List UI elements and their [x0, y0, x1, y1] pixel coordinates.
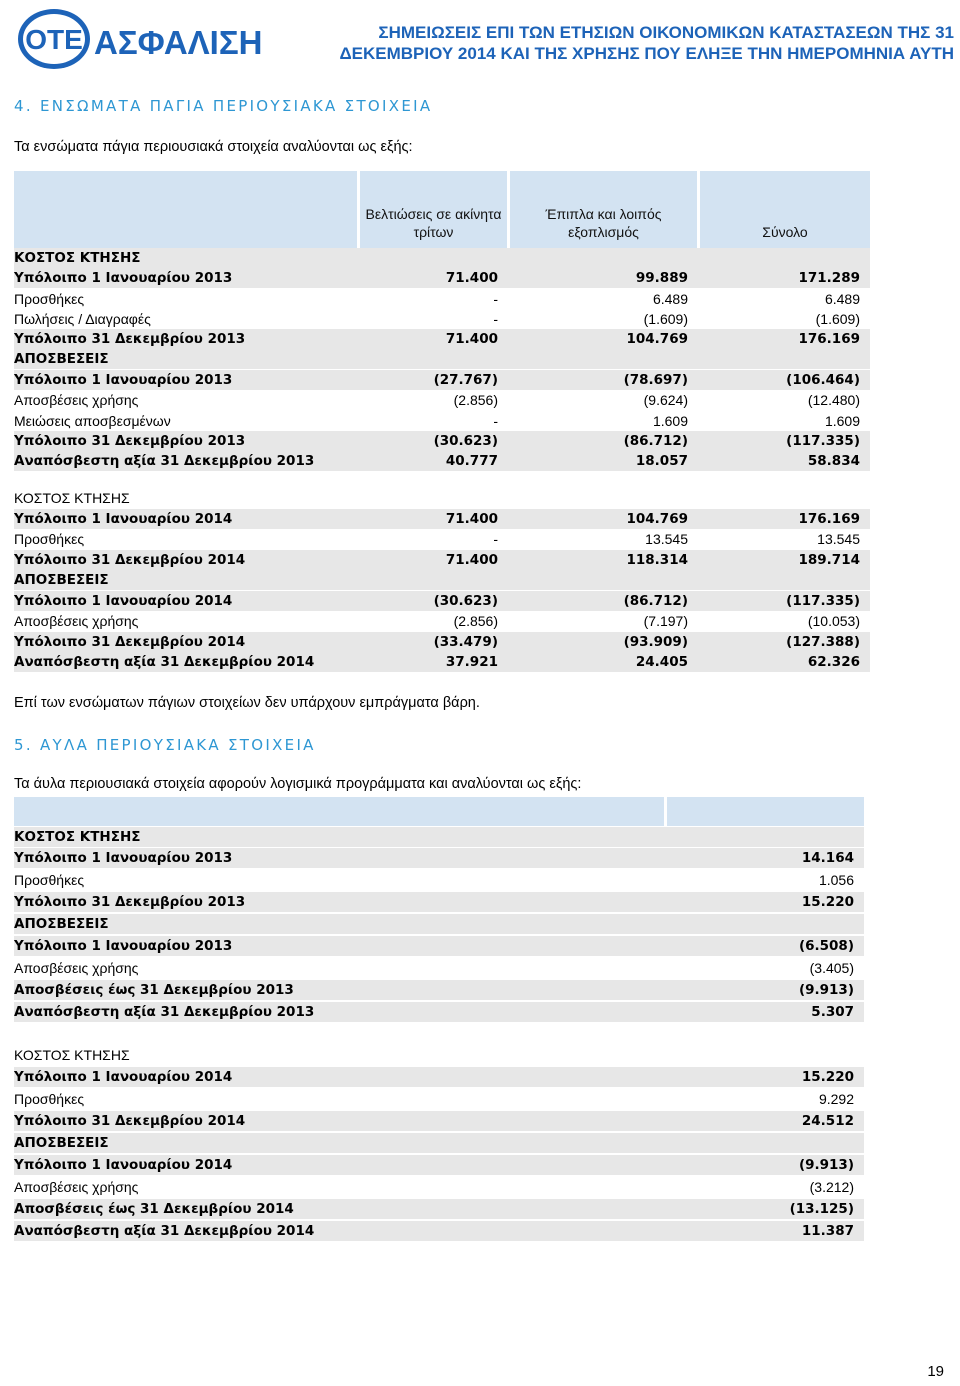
row-label: Προσθήκες	[14, 1091, 85, 1107]
table-row	[14, 1111, 864, 1131]
table-row	[14, 268, 870, 288]
row-label: Προσθήκες	[14, 291, 85, 307]
row-value: 37.921	[445, 654, 498, 670]
table-row	[14, 411, 870, 431]
row-label: Μειώσεις αποσβεσμένων	[14, 413, 171, 429]
row-label: Υπόλοιπο 31 Δεκεμβρίου 2013	[14, 331, 246, 347]
column-header-total: Σύνολο	[762, 224, 808, 240]
intangible-assets-table	[14, 797, 866, 1247]
row-label: Αναπόσβεστη αξία 31 Δεκεμβρίου 2014	[14, 654, 315, 670]
table-row	[14, 1045, 864, 1065]
section-4-note: Επί των ενσώματων πάγιων στοιχείων δεν υπάρχουν εμπράγματα βάρη.	[14, 695, 480, 711]
row-value: 14.164	[801, 850, 854, 866]
row-label: Υπόλοιπο 1 Ιανουαρίου 2013	[14, 938, 233, 954]
row-value: (9.913)	[798, 982, 854, 998]
company-logo	[14, 5, 263, 71]
row-value: (93.909)	[623, 634, 688, 650]
row-value: 13.545	[645, 531, 688, 547]
row-value: 189.714	[798, 552, 860, 568]
row-value: 99.889	[635, 270, 688, 286]
row-value: (7.197)	[643, 613, 688, 629]
row-value: (1.609)	[815, 311, 860, 327]
table-row	[14, 309, 870, 329]
row-value: 104.769	[626, 511, 688, 527]
row-label: Υπόλοιπο 1 Ιανουαρίου 2014	[14, 1157, 233, 1173]
table-row	[14, 892, 864, 912]
table-row	[14, 1067, 864, 1087]
table-row	[14, 488, 870, 508]
row-value: 9.292	[818, 1091, 854, 1107]
row-value: (9.913)	[798, 1157, 854, 1173]
row-label: Αναπόσβεστη αξία 31 Δεκεμβρίου 2014	[14, 1223, 315, 1239]
section-4-title: 4. ΕΝΣΩΜΑΤΑ ΠΑΓΙΑ ΠΕΡΙΟΥΣΙΑΚΑ ΣΤΟΙΧΕΙΑ	[14, 97, 433, 115]
logo-asfalisi-text: ΑΣΦΑΛΙΣΗ	[94, 24, 263, 61]
table-row	[14, 591, 870, 611]
row-value: 104.769	[626, 331, 688, 347]
row-label: Υπόλοιπο 31 Δεκεμβρίου 2014	[14, 634, 246, 650]
row-value: (117.335)	[786, 433, 860, 449]
row-label: Υπόλοιπο 1 Ιανουαρίου 2014	[14, 511, 233, 527]
table-row	[14, 329, 870, 349]
row-label: Πωλήσεις / Διαγραφές	[14, 311, 151, 327]
row-value: (3.212)	[809, 1179, 854, 1195]
row-label: Υπόλοιπο 1 Ιανουαρίου 2013	[14, 372, 233, 388]
table-row	[14, 550, 870, 570]
table-row	[14, 1133, 864, 1153]
row-label: Προσθήκες	[14, 872, 85, 888]
row-label: Αναπόσβεστη αξία 31 Δεκεμβρίου 2013	[14, 453, 315, 469]
row-value: (2.856)	[453, 613, 498, 629]
row-value: (78.697)	[623, 372, 688, 388]
table-row	[14, 1002, 864, 1022]
table-row	[14, 848, 864, 868]
row-value: -	[493, 311, 498, 327]
row-value: 24.405	[635, 654, 688, 670]
row-value: (1.609)	[643, 311, 688, 327]
table-row	[14, 451, 870, 471]
row-label: Υπόλοιπο 1 Ιανουαρίου 2013	[14, 270, 233, 286]
row-value: 58.834	[807, 453, 860, 469]
row-label: Υπόλοιπο 31 Δεκεμβρίου 2013	[14, 894, 246, 910]
row-value: 11.387	[801, 1223, 854, 1239]
row-value: 71.400	[445, 270, 498, 286]
row-value: -	[493, 413, 498, 429]
row-value: 118.314	[626, 552, 688, 568]
column-header-furniture: Έπιπλα και λοιπός εξοπλισμός	[545, 206, 662, 240]
table-row	[14, 611, 870, 631]
ote-logo-graphic	[14, 5, 263, 71]
row-label: ΑΠΟΣΒΕΣΕΙΣ	[14, 351, 109, 367]
row-label: ΚΟΣΤΟΣ ΚΤΗΣΗΣ	[14, 829, 141, 845]
row-label: ΚΟΣΤΟΣ ΚΤΗΣΗΣ	[14, 250, 141, 266]
table-row	[14, 632, 870, 652]
row-value: (12.480)	[807, 392, 860, 408]
row-label: Αποσβέσεις χρήσης	[14, 960, 139, 976]
row-value: (127.388)	[786, 634, 860, 650]
table-row	[14, 827, 864, 847]
row-label: Αποσβέσεις χρήσης	[14, 392, 139, 408]
row-value: 5.307	[811, 1004, 854, 1020]
row-value: (3.405)	[809, 960, 854, 976]
row-label: Αποσβέσεις έως 31 Δεκεμβρίου 2014	[14, 1201, 294, 1217]
row-value: 171.289	[798, 270, 860, 286]
table-row	[14, 1177, 864, 1197]
section-5-title: 5. ΑΥΛΑ ΠΕΡΙΟΥΣΙΑΚΑ ΣΤΟΙΧΕΙΑ	[14, 736, 316, 754]
row-label: Υπόλοιπο 1 Ιανουαρίου 2014	[14, 593, 233, 609]
table-row	[14, 248, 870, 268]
row-value: 71.400	[445, 511, 498, 527]
row-value: 62.326	[807, 654, 860, 670]
row-value: (30.623)	[433, 593, 498, 609]
row-value: (27.767)	[433, 372, 498, 388]
row-value: (9.624)	[643, 392, 688, 408]
header-separator	[664, 797, 667, 826]
row-value: 15.220	[801, 1069, 854, 1085]
row-value: 1.609	[652, 413, 688, 429]
table-row	[14, 370, 870, 390]
table-row	[14, 289, 870, 309]
row-value: 1.056	[818, 872, 854, 888]
table-row	[14, 1155, 864, 1175]
row-label: Προσθήκες	[14, 531, 85, 547]
row-value: 24.512	[801, 1113, 854, 1129]
table-row	[14, 980, 864, 1000]
column-header-improvements: Βελτιώσεις σε ακίνητα τρίτων	[365, 206, 502, 240]
table-row	[14, 936, 864, 956]
row-value: 13.545	[817, 531, 860, 547]
row-label: Αναπόσβεστη αξία 31 Δεκεμβρίου 2013	[14, 1004, 315, 1020]
row-value: 176.169	[798, 331, 860, 347]
row-value: (86.712)	[623, 433, 688, 449]
table-header-band	[14, 797, 864, 826]
section-4-intro: Τα ενσώματα πάγια περιουσιακά στοιχεία αναλύονται ως εξής:	[14, 139, 413, 155]
row-label: ΑΠΟΣΒΕΣΕΙΣ	[14, 1135, 109, 1151]
row-value: (117.335)	[786, 593, 860, 609]
row-label: Αποσβέσεις χρήσης	[14, 613, 139, 629]
table-row	[14, 1089, 864, 1109]
row-value: -	[493, 291, 498, 307]
row-value: 6.489	[652, 291, 688, 307]
table-row	[14, 570, 870, 590]
row-label: ΚΟΣΤΟΣ ΚΤΗΣΗΣ	[14, 1047, 130, 1063]
row-label: ΑΠΟΣΒΕΣΕΙΣ	[14, 916, 109, 932]
table-row	[14, 431, 870, 451]
header-title-line-1: ΣΗΜΕΙΩΣΕΙΣ ΕΠΙ ΤΩΝ ΕΤΗΣΙΩΝ ΟΙΚΟΝΟΜΙΚΩΝ ΚΑΤΑΣΤΑΣΕΩΝ ΤΗΣ 31	[378, 23, 954, 42]
page-number: 19	[927, 1363, 944, 1380]
table-row	[14, 390, 870, 410]
row-value: 1.609	[824, 413, 860, 429]
table-row	[14, 349, 870, 369]
row-value: 15.220	[801, 894, 854, 910]
row-value: (10.053)	[807, 613, 860, 629]
row-value: 71.400	[445, 331, 498, 347]
row-value: -	[493, 531, 498, 547]
row-value: (13.125)	[789, 1201, 854, 1217]
row-value: 71.400	[445, 552, 498, 568]
row-label: Αποσβέσεις έως 31 Δεκεμβρίου 2013	[14, 982, 294, 998]
document-header-title	[294, 22, 954, 64]
row-label: ΑΠΟΣΒΕΣΕΙΣ	[14, 572, 109, 588]
table-row	[14, 652, 870, 672]
row-label: Αποσβέσεις χρήσης	[14, 1179, 139, 1195]
row-value: (30.623)	[433, 433, 498, 449]
row-value: (2.856)	[453, 392, 498, 408]
table-row	[14, 870, 864, 890]
table-row	[14, 509, 870, 529]
row-value: (86.712)	[623, 593, 688, 609]
row-value: 18.057	[635, 453, 688, 469]
row-value: (33.479)	[433, 634, 498, 650]
table-row	[14, 914, 864, 934]
section-5-intro: Τα άυλα περιουσιακά στοιχεία αφορούν λογισμικά προγράμματα και αναλύονται ως εξής:	[14, 776, 582, 792]
table-row	[14, 1221, 864, 1241]
row-label: Υπόλοιπο 1 Ιανουαρίου 2013	[14, 850, 233, 866]
row-value: 40.777	[445, 453, 498, 469]
logo-ote-text: ΟΤΕ	[25, 24, 83, 55]
row-value: (106.464)	[786, 372, 860, 388]
row-label: Υπόλοιπο 31 Δεκεμβρίου 2013	[14, 433, 246, 449]
table-row	[14, 1199, 864, 1219]
table-row	[14, 529, 870, 549]
row-value: 6.489	[824, 291, 860, 307]
table-row	[14, 958, 864, 978]
row-value: 176.169	[798, 511, 860, 527]
row-value: (6.508)	[798, 938, 854, 954]
row-label: Υπόλοιπο 31 Δεκεμβρίου 2014	[14, 552, 246, 568]
row-label: ΚΟΣΤΟΣ ΚΤΗΣΗΣ	[14, 490, 130, 506]
row-label: Υπόλοιπο 1 Ιανουαρίου 2014	[14, 1069, 233, 1085]
header-title-line-2: ΔΕΚΕΜΒΡΙΟΥ 2014 ΚΑΙ ΤΗΣ ΧΡΗΣΗΣ ΠΟΥ ΕΛΗΞΕ ΤΗΝ ΗΜΕΡΟΜΗΝΙΑ ΑΥΤΗ	[339, 44, 954, 63]
row-label: Υπόλοιπο 31 Δεκεμβρίου 2014	[14, 1113, 246, 1129]
tangible-assets-table	[14, 171, 874, 671]
